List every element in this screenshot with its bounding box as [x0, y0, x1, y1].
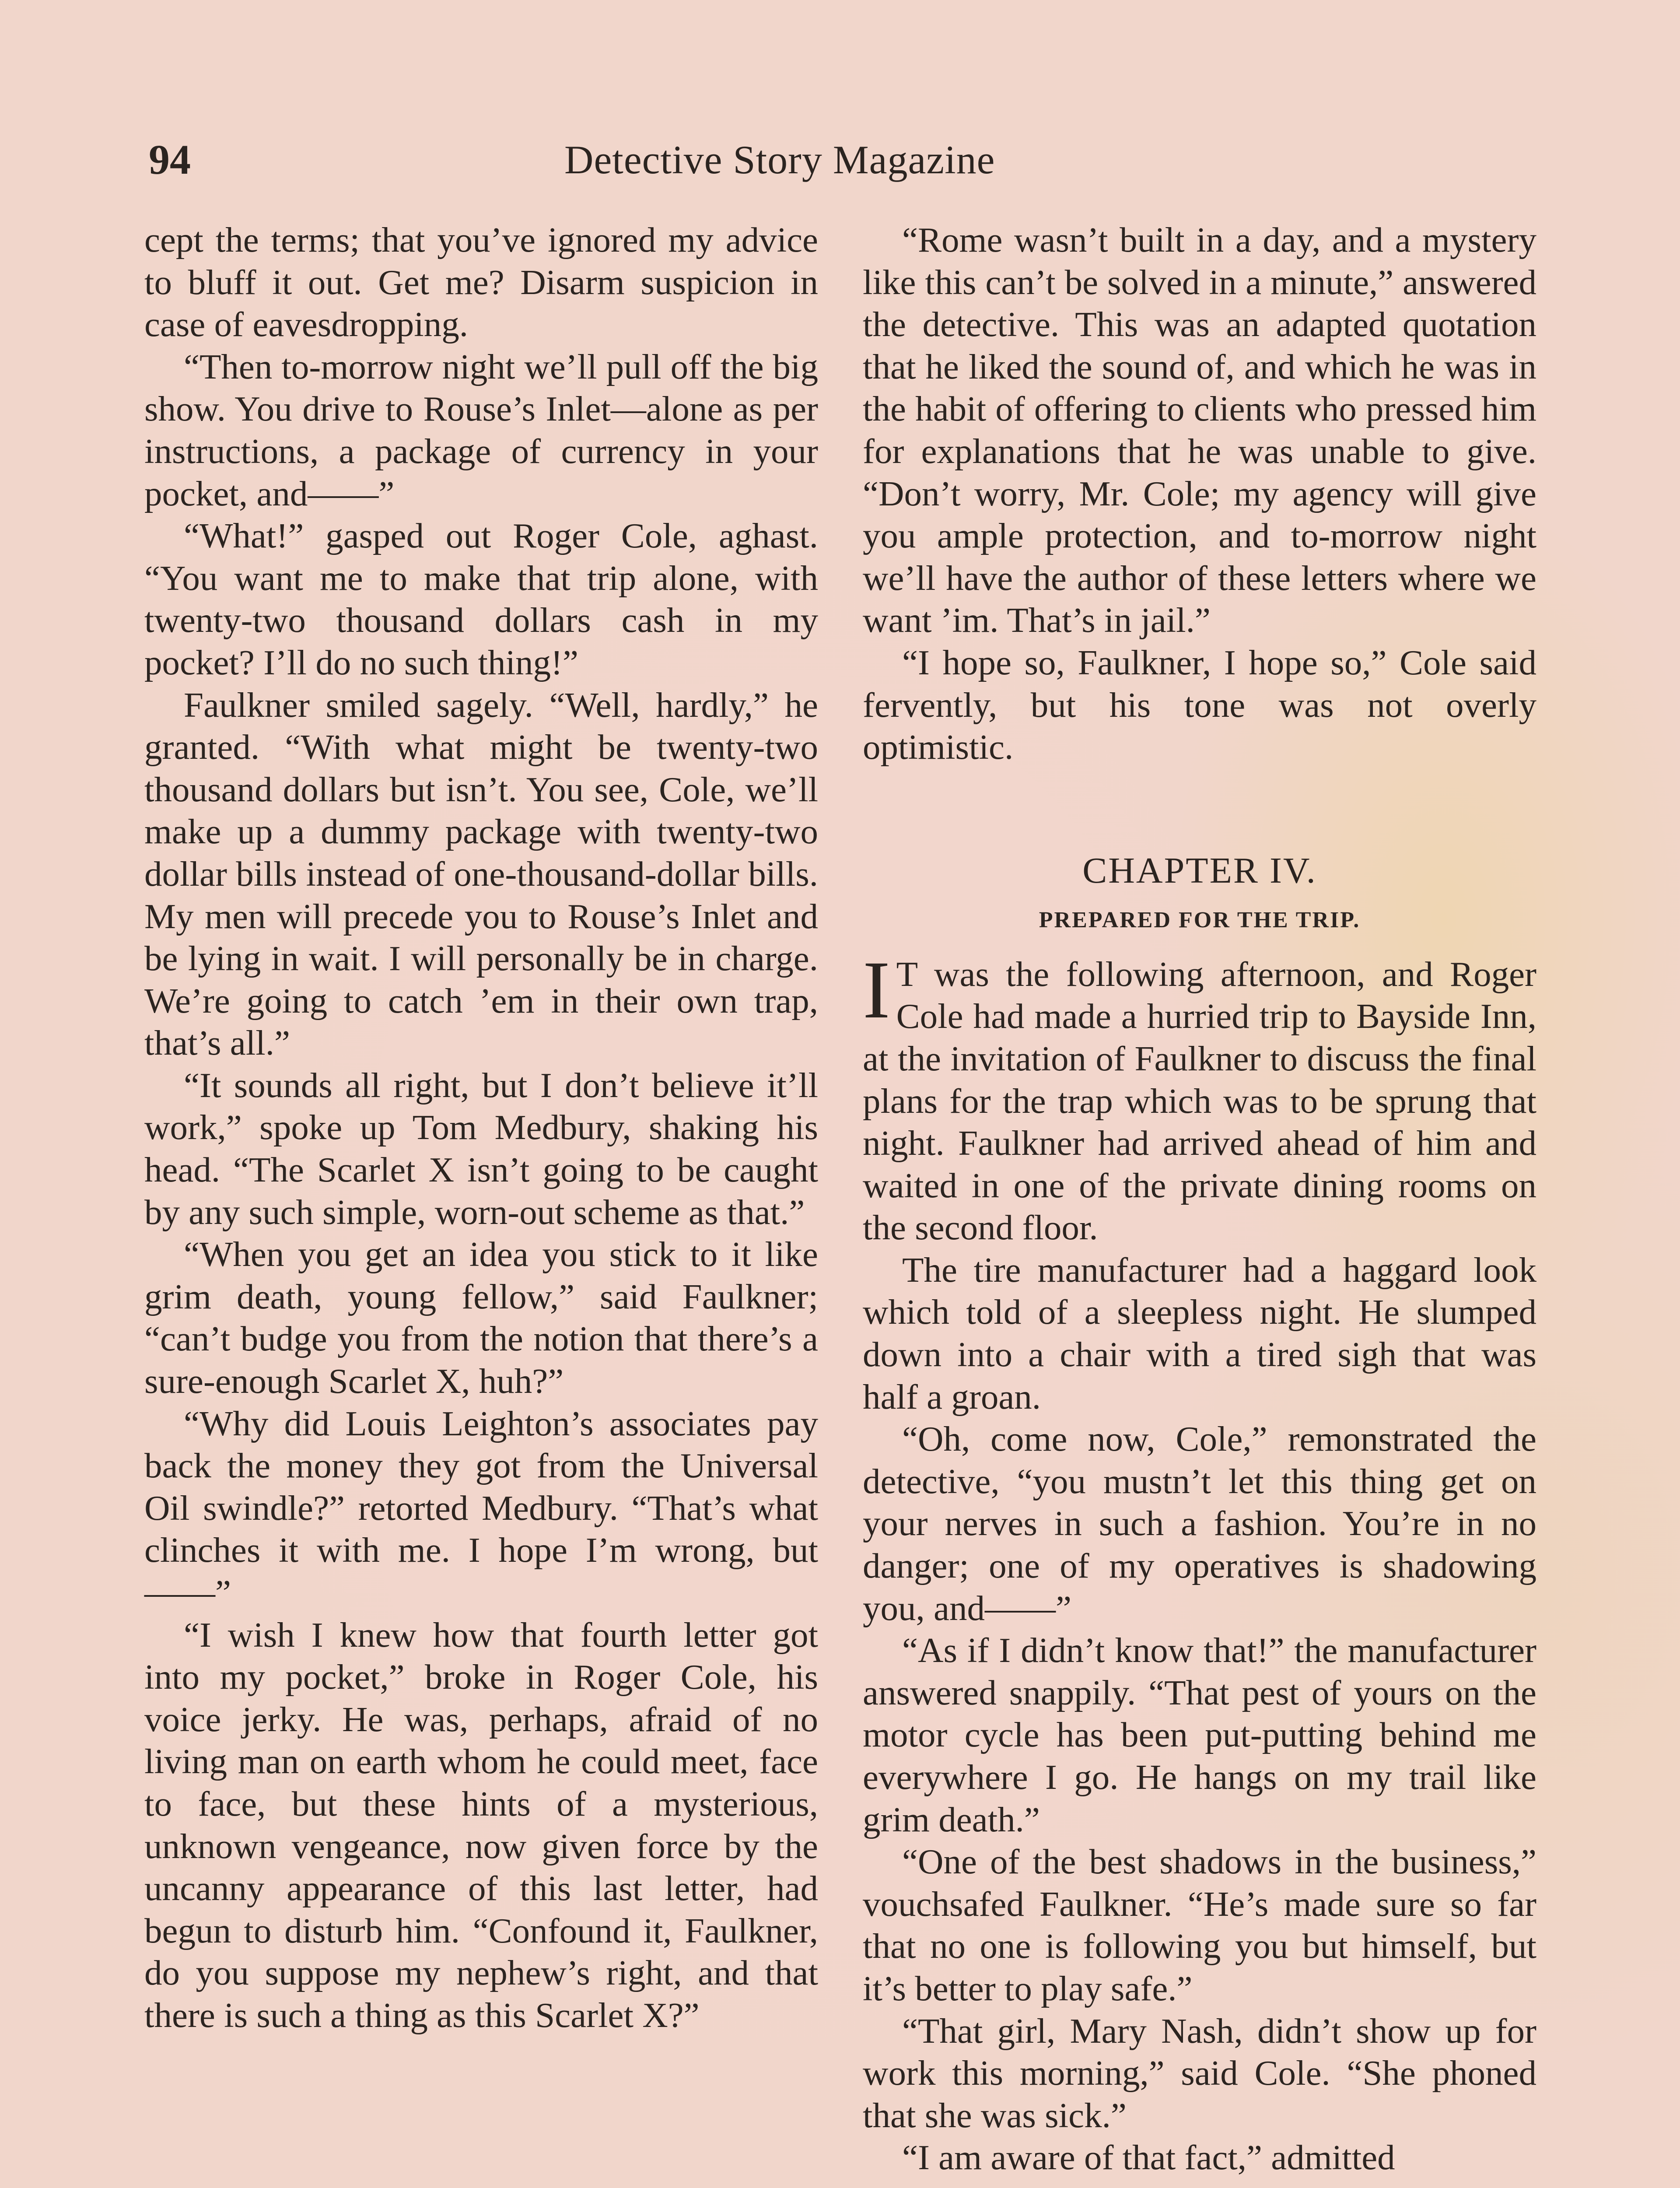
chapter-heading: CHAPTER IV.: [1082, 850, 1317, 891]
paragraph: “I wish I knew how that fourth letter got into my pocket,” broke in Roger Cole, his voice jerky. He was, perhaps, afraid of no living man on earth whom he could meet, face to face, but these hints of a mysterious, unknown vengeance, now given force by the uncanny appearance of this last letter, had begun to disturb him. “Confound it, Faulkner, do you suppose my nephew’s right, and that there is such a thing as this Scarlet X?”: [144, 1615, 818, 2035]
paragraph: “What!” gasped out Roger Cole, aghast. “You want me to make that trip alone, with twenty-two thousand dollars cash in my pocket? I’ll do no such thing!”: [144, 516, 818, 682]
paragraph: “One of the best shadows in the business,” vouchsafed Faulkner. “He’s made sure so far that no one is following you but himself, but it’s better to play safe.”: [863, 1842, 1536, 2008]
page-header: [144, 127, 1544, 193]
drop-cap: I: [863, 943, 890, 1035]
paragraph: cept the terms; that you’ve ignored my advice to bluff it out. Get me? Disarm suspicion in case of eavesdropping.: [144, 220, 818, 344]
paragraph: “Oh, come now, Cole,” remonstrated the detective, “you mustn’t let this thing get on your nerves in such a fashion. You’re in no danger; one of my operatives is shadowing you, and——”: [863, 1419, 1536, 1628]
paragraph: “Rome wasn’t built in a day, and a mystery like this can’t be solved in a minute,” answered the detective. This was an adapted quotation that he liked the sound of, and which he was in the habit of offering to clients who pressed him for explanations that he was unable to give. “Don’t worry, Mr. Cole; my agency will give you ample protection, and to-morrow night we’ll have the author of these letters where we want ’im. That’s in jail.”: [863, 220, 1536, 640]
paragraph: “That girl, Mary Nash, didn’t show up for work this morning,” said Cole. “She phoned that she was sick.”: [863, 2011, 1536, 2135]
left-column: [144, 219, 818, 2037]
paragraph: “It sounds all right, but I don’t believe it’ll work,” spoke up Tom Medbury, shaking his head. “The Scarlet X isn’t going to be caught by any such simple, worn-out scheme as that.”: [144, 1065, 818, 1232]
paragraph: “As if I didn’t know that!” the manufacturer answered snappily. “That pest of yours on the motor cycle has been put-putting behind me everywhere I go. He hangs on my trail like grim death.”: [863, 1630, 1536, 1839]
paragraph: “Why did Louis Leighton’s associates pay back the money they got from the Universal Oil swindle?” retorted Medbury. “That’s what clinches it with me. I hope I’m wrong, but——”: [144, 1403, 818, 1612]
paragraph: “When you get an idea you stick to it like grim death, young fellow,” said Faulkner; “can’t budge you from the notion that there’s a sure-enough Scarlet X, huh?”: [144, 1234, 818, 1401]
paragraph: The tire manufacturer had a haggard look which told of a sleepless night. He slumped down into a chair with a tired sigh that was half a groan.: [863, 1250, 1536, 1417]
paragraph: “I am aware of that fact,” admitted: [902, 2138, 1395, 2177]
running-title: Detective Story Magazine: [564, 137, 995, 182]
chapter-first-paragraph: [863, 943, 1536, 1249]
paragraph: “Then to-morrow night we’ll pull off the big show. You drive to Rouse’s Inlet—alone as per instructions, a package of currency in your pocket, and——”: [144, 347, 818, 513]
page-number: 94: [149, 136, 191, 183]
chapter-subtitle: PREPARED FOR THE TRIP.: [1039, 907, 1361, 933]
right-column: [863, 219, 1536, 2179]
paragraph: “I hope so, Faulkner, I hope so,” Cole said fervently, but his tone was not overly optimistic.: [863, 642, 1536, 767]
chapter-first-paragraph-text: T was the following afternoon, and Roger Cole had made a hurried trip to Bayside Inn, at the invitation of Faulkner to discuss the final plans for the trap which was to be sprung that night. Faulkner had arrived ahead of him and waited in one of the private dining rooms on the second floor.: [863, 954, 1536, 1248]
paragraph: Faulkner smiled sagely. “Well, hardly,” he granted. “With what might be twenty-two thousand dollars but isn’t. You see, Cole, we’ll make up a dummy package with twenty-two dollar bills instead of one-thousand-dollar bills. My men will precede you to Rouse’s Inlet and be lying in wait. I will personally be in charge. We’re going to catch ’em in their own trap, that’s all.”: [144, 685, 818, 1063]
